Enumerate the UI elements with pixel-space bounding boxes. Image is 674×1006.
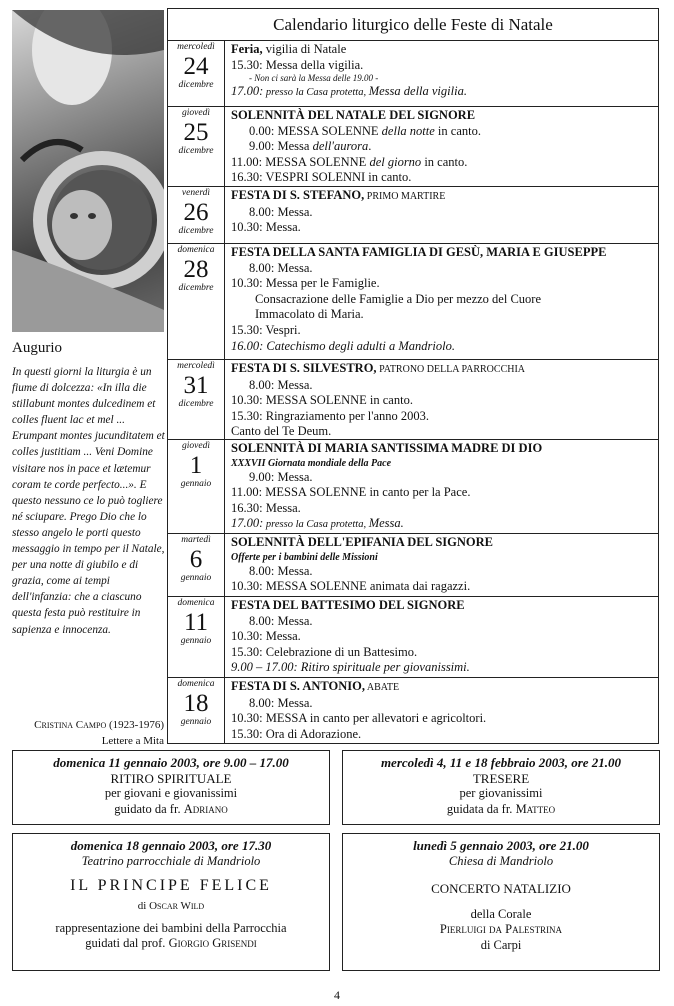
- day-entries: [225, 107, 658, 186]
- schedule-line: [231, 155, 658, 171]
- date-cell: [168, 244, 225, 359]
- schedule-text-italic: della notte: [381, 123, 435, 138]
- schedule-text: Celebrazione di un Battesimo.: [262, 644, 418, 659]
- schedule-text: Messa.: [262, 500, 301, 515]
- month-name: dicembre: [178, 283, 214, 293]
- tresere-guide-name: Matteo: [515, 801, 556, 816]
- day-of-week: giovedì: [182, 108, 210, 118]
- day-number: 31: [183, 372, 209, 399]
- date-cell: [168, 440, 225, 533]
- schedule-line: [231, 84, 658, 101]
- schedule-line: [231, 58, 658, 74]
- schedule-text: Messa della vigilia.: [262, 57, 364, 72]
- feast-note: Offerte per i bambini delle Missioni: [231, 551, 378, 563]
- feast-subtitle: PRIMO MARTIRE: [364, 191, 446, 202]
- day-number: 18: [183, 690, 209, 717]
- schedule-continuation: Consacrazione delle Famiglie a Dio per mezzo del Cuore: [255, 291, 542, 306]
- schedule-text: MESSA SOLENNE: [274, 123, 382, 138]
- day-of-week: domenica: [177, 598, 215, 608]
- schedule-time: 16.30:: [231, 170, 263, 185]
- feast-title: FESTA DI S. SILVESTRO, PATRONO DELLA PARROCCHIA: [231, 361, 526, 375]
- tresere-date: mercoledì 4, 11 e 18 febbraio 2003, ore 21.00: [380, 755, 622, 770]
- calendar-day-row: [168, 440, 658, 534]
- day-number: 11: [183, 609, 209, 636]
- schedule-time: 11.00:: [231, 154, 263, 169]
- schedule-text: Messa.: [274, 377, 313, 392]
- schedule-line: [231, 339, 658, 355]
- feast-subtitle: PATRONO DELLA PARROCCHIA: [376, 364, 526, 375]
- principe-title: IL PRINCIPE FELICE: [70, 877, 272, 894]
- day-number: 28: [183, 256, 209, 283]
- event-concerto: [342, 833, 660, 971]
- month-name: dicembre: [178, 146, 214, 156]
- day-of-week: martedì: [181, 535, 211, 545]
- principe-performers: rappresentazione dei bambini della Parrocchia: [55, 920, 287, 935]
- schedule-time: 8.00:: [249, 204, 275, 219]
- day-of-week: domenica: [177, 245, 215, 255]
- feast-title: FESTA DI S. ANTONIO, ABATE: [231, 679, 400, 693]
- concerto-city: di Carpi: [480, 937, 522, 952]
- schedule-line: [231, 276, 658, 292]
- schedule-time: 17.00:: [231, 516, 264, 531]
- schedule-time: 16.00:: [231, 338, 264, 353]
- schedule-line: [231, 696, 658, 712]
- schedule-text-italic: dell'aurora: [312, 139, 369, 154]
- schedule-line: [231, 205, 658, 221]
- schedule-time: 8.00:: [249, 613, 275, 628]
- day-entries: [225, 597, 658, 677]
- schedule-text: VESPRI SOLENNI in canto.: [262, 170, 412, 185]
- schedule-time: 15.30:: [231, 644, 263, 659]
- feast-note: XXXVII Giornata mondiale della Pace: [231, 457, 392, 469]
- schedule-time: 10.30:: [231, 629, 263, 644]
- schedule-line: [231, 645, 658, 661]
- day-of-week: mercoledì: [177, 361, 215, 371]
- schedule-text: presso la Casa protetta,: [263, 87, 369, 99]
- calendar-day-row: [168, 678, 658, 744]
- schedule-line: [231, 660, 658, 676]
- calendar-day-row: [168, 360, 658, 440]
- schedule-line: [231, 485, 658, 501]
- schedule-line: [231, 614, 658, 630]
- schedule-time: 15.30:: [231, 57, 263, 72]
- tresere-audience: per giovanissimi: [459, 786, 543, 800]
- schedule-text: Messa.: [262, 629, 301, 644]
- schedule-line: [231, 516, 658, 533]
- month-name: gennaio: [180, 479, 212, 489]
- augurio-text: In questi giorni la liturgia è un fiume di dolcezza: «In illa die stillabunt montes dulcedinem et colles fluent lac et mel ... Erumpant montes jucunditatem et colles justitiam ... Veni Domine visitare nos in pace et lætemur coram te corde perfecto...». E questo nessuno ce lo può togliere né sciupare. Prego Dio che lo stesso angelo le porti questo messaggio in tempo per il Natale, per una notte di giubilo e di grazia, come ai tempi dell'infanzia: che a ciascuno questa festa può restituire in sapienza e innocenza.: [12, 366, 165, 636]
- date-cell: [168, 107, 225, 186]
- schedule-line: [231, 261, 658, 277]
- ritiro-guide: guidato da fr. Adriano: [114, 801, 228, 816]
- schedule-text: Ringraziamento per l'anno 2003.: [262, 408, 430, 423]
- schedule-time: 15.30:: [231, 726, 263, 741]
- schedule-text-tail: in canto.: [434, 123, 481, 138]
- tresere-title: TRESERE: [472, 770, 530, 786]
- schedule-line: [231, 139, 658, 155]
- schedule-time: 11.00:: [231, 485, 263, 500]
- ritiro-date: domenica 11 gennaio 2003, ore 9.00 – 17.00: [53, 755, 289, 770]
- augurio-author-name: Cristina Campo (1923-1976): [34, 719, 164, 731]
- schedule-line: [231, 220, 658, 236]
- month-name: dicembre: [178, 80, 214, 90]
- feast-title: FESTA DEL BATTESIMO DEL SIGNORE: [231, 598, 465, 612]
- principe-author-name: Oscar Wild: [149, 900, 205, 912]
- schedule-time: 15.30:: [231, 322, 263, 337]
- concerto-choir-name: Pierluigi da Palestrina: [439, 922, 563, 936]
- schedule-time: 17.00:: [231, 84, 264, 99]
- principe-guide: guidati dal prof. Giorgio Grisendi: [85, 936, 257, 950]
- month-name: gennaio: [180, 573, 212, 583]
- schedule-text: Messa.: [274, 613, 313, 628]
- madonna-child-image: [12, 10, 164, 332]
- schedule-text: Messa: [274, 139, 313, 154]
- schedule-line: [231, 564, 658, 580]
- schedule-time: 9.00:: [249, 139, 275, 154]
- page-number: 4: [334, 988, 340, 1002]
- event-tresere: [342, 750, 660, 825]
- schedule-line: [231, 579, 658, 595]
- schedule-line: [231, 711, 658, 727]
- principe-author: di Oscar Wild: [137, 900, 205, 912]
- ritiro-audience: per giovani e giovanissimi: [104, 786, 238, 800]
- principe-place: Teatrino parrocchiale di Mandriolo: [81, 853, 261, 868]
- day-number: 1: [189, 452, 203, 479]
- schedule-text-tail: .: [368, 139, 372, 154]
- schedule-time: 9.00:: [249, 469, 275, 484]
- concerto-date: lunedì 5 gennaio 2003, ore 21.00: [413, 838, 589, 853]
- schedule-text: Messa per le Famiglie.: [262, 276, 380, 291]
- madonna-child-illustration: [12, 10, 164, 332]
- schedule-line: [231, 470, 658, 486]
- date-cell: [168, 534, 225, 596]
- liturgical-calendar: [167, 8, 659, 744]
- ritiro-guide-name: Adriano: [183, 801, 228, 816]
- augurio-source: Lettere a Mita: [101, 735, 164, 747]
- schedule-text: MESSA SOLENNE animata dai ragazzi.: [262, 579, 471, 594]
- calendar-day-row: [168, 534, 658, 597]
- calendar-day-row: [168, 107, 658, 187]
- schedule-time: 10.30:: [231, 220, 263, 235]
- schedule-time: 15.30:: [231, 408, 263, 423]
- schedule-time: 8.00:: [249, 260, 275, 275]
- schedule-text-tail: Messa.: [368, 516, 404, 531]
- day-of-week: giovedì: [182, 441, 210, 451]
- day-entries: [225, 187, 658, 243]
- schedule-line: [231, 409, 658, 425]
- schedule-text: Messa.: [274, 695, 313, 710]
- schedule-text: MESSA SOLENNE in canto per la Pace.: [262, 485, 471, 500]
- concerto-title: CONCERTO NATALIZIO: [431, 881, 571, 896]
- schedule-time: 8.00:: [249, 377, 275, 392]
- schedule-time: 8.00:: [249, 563, 275, 578]
- schedule-note: - Non ci sarà la Messa delle 19.00 -: [249, 73, 379, 84]
- schedule-line: [231, 170, 658, 186]
- day-entries: [225, 440, 658, 533]
- day-number: 25: [183, 119, 209, 146]
- schedule-text-tail: Messa della vigilia.: [368, 84, 467, 99]
- day-number: 6: [189, 546, 203, 573]
- feast-subtitle: ABATE: [364, 682, 400, 693]
- tresere-guide: guidata da fr. Matteo: [446, 801, 556, 816]
- calendar-rows: [168, 41, 658, 744]
- schedule-line: [231, 378, 658, 394]
- date-cell: [168, 187, 225, 243]
- augurio-title: Augurio: [12, 340, 62, 356]
- calendar-day-row: [168, 187, 658, 244]
- augurio-author: [34, 717, 164, 749]
- calendar-day-row: [168, 244, 658, 360]
- day-entries: [225, 360, 658, 439]
- schedule-line: [231, 629, 658, 645]
- date-cell: [168, 41, 225, 106]
- month-name: dicembre: [178, 226, 214, 236]
- schedule-line: [231, 393, 658, 409]
- month-name: dicembre: [178, 399, 214, 409]
- event-principe-felice: [12, 833, 330, 971]
- schedule-line: [231, 727, 658, 743]
- schedule-time: 10.30:: [231, 276, 263, 291]
- schedule-text-italic: Ritiro spirituale per giovanissimi.: [297, 660, 470, 675]
- feast-title: FESTA DI S. STEFANO, PRIMO MARTIRE: [231, 188, 446, 202]
- day-number: 26: [183, 199, 209, 226]
- day-entries: [225, 534, 658, 596]
- date-cell: [168, 678, 225, 744]
- schedule-text: MESSA SOLENNE: [262, 154, 370, 169]
- day-entries: [225, 41, 658, 106]
- schedule-line: [231, 501, 658, 517]
- schedule-text: Messa.: [274, 204, 313, 219]
- schedule-text-italic: Catechismo degli adulti a Mandriolo.: [263, 338, 455, 353]
- feast-title: SOLENNITÀ DELL'EPIFANIA DEL SIGNORE: [231, 535, 493, 549]
- day-entries: [225, 244, 658, 359]
- schedule-line: [231, 124, 658, 140]
- schedule-text-tail: in canto.: [421, 154, 468, 169]
- schedule-time: 16.30:: [231, 500, 263, 515]
- schedule-time: 10.30:: [231, 579, 263, 594]
- schedule-time: 10.30:: [231, 711, 263, 726]
- concerto-choir-pre: della Corale: [470, 906, 532, 921]
- month-name: gennaio: [180, 717, 212, 727]
- day-of-week: venerdì: [181, 188, 211, 198]
- schedule-text: Messa.: [274, 469, 313, 484]
- day-of-week: mercoledì: [177, 42, 215, 52]
- schedule-text: Messa.: [274, 260, 313, 275]
- schedule-text: MESSA SOLENNE in canto.: [262, 393, 413, 408]
- schedule-text: Canto del Te Deum.: [231, 424, 332, 439]
- schedule-text: Ora di Adorazione.: [262, 726, 362, 741]
- schedule-time: 10.30:: [231, 393, 263, 408]
- feast-title: FESTA DELLA SANTA FAMIGLIA DI GESÙ, MARIA E GIUSEPPE: [231, 245, 607, 259]
- calendar-day-row: [168, 597, 658, 678]
- schedule-time: 0.00:: [249, 123, 275, 138]
- schedule-text: Vespri.: [262, 322, 301, 337]
- schedule-time: 9.00 – 17.00:: [231, 660, 298, 675]
- month-name: gennaio: [180, 636, 212, 646]
- day-entries: [225, 678, 658, 744]
- feast-title: Feria, vigilia di Natale: [231, 42, 347, 56]
- schedule-line: [231, 323, 658, 339]
- schedule-text: MESSA in canto per allevatori e agricoltori.: [262, 711, 487, 726]
- date-cell: [168, 597, 225, 677]
- principe-guide-name: Giorgio Grisendi: [168, 936, 257, 950]
- calendar-title: Calendario liturgico delle Feste di Natale: [168, 9, 658, 41]
- concerto-place: Chiesa di Mandriolo: [448, 853, 554, 868]
- schedule-continuation: Immacolato di Maria.: [255, 307, 364, 322]
- feast-title: SOLENNITÀ DEL NATALE DEL SIGNORE: [231, 108, 476, 122]
- calendar-day-row: [168, 41, 658, 107]
- schedule-time: 8.00:: [249, 695, 275, 710]
- feast-title: SOLENNITÀ DI MARIA SANTISSIMA MADRE DI DIO: [231, 441, 543, 455]
- schedule-text-italic: del giorno: [369, 154, 422, 169]
- schedule-text: Messa.: [274, 563, 313, 578]
- event-ritiro: [12, 750, 330, 825]
- schedule-text: presso la Casa protetta,: [263, 519, 369, 531]
- day-of-week: domenica: [177, 679, 215, 689]
- schedule-text: Messa.: [262, 220, 301, 235]
- day-number: 24: [183, 53, 209, 80]
- principe-date: domenica 18 gennaio 2003, ore 17.30: [70, 838, 272, 853]
- ritiro-title: RITIRO SPIRITUALE: [110, 770, 232, 786]
- date-cell: [168, 360, 225, 439]
